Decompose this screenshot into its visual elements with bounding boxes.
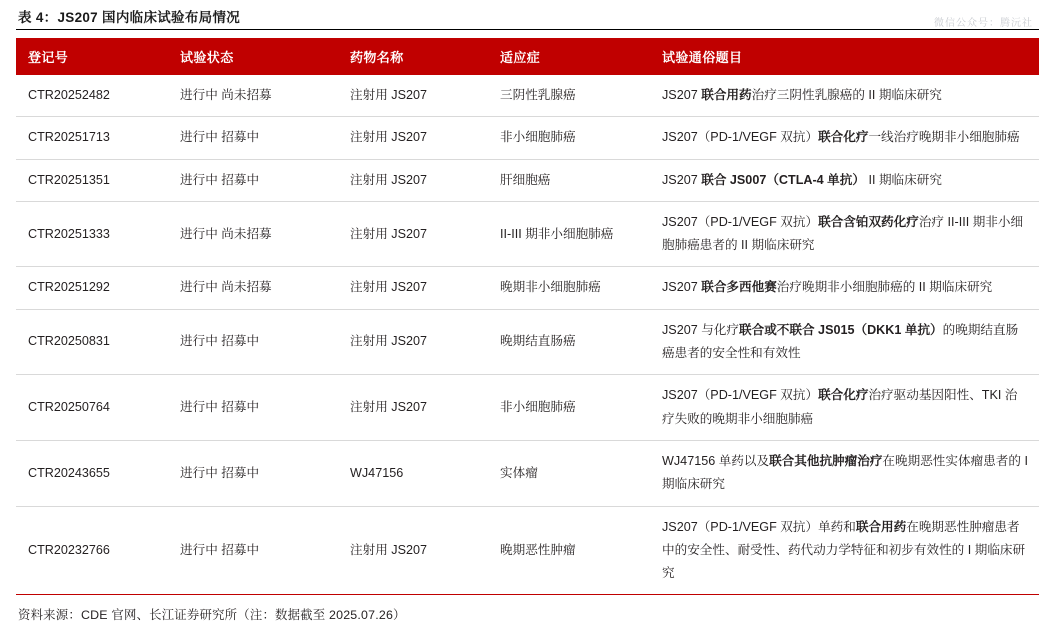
cell-topic: JS207（PD-1/VEGF 双抗）单药和联合用药在晚期恶性肿瘤患者中的安全性、耐受性、药代动力学特征和初步有效性的 I 期临床研究 (650, 506, 1039, 595)
table-caption-text: 表 4：JS207 国内临床试验布局情况 (18, 10, 241, 25)
cell-status: 进行中 招募中 (168, 159, 338, 201)
table-row (16, 201, 1039, 267)
cell-drug: WJ47156 (338, 440, 488, 506)
cell-drug: 注射用 JS207 (338, 117, 488, 159)
cell-drug: 注射用 JS207 (338, 309, 488, 375)
cell-status: 进行中 招募中 (168, 506, 338, 595)
table-row (16, 267, 1039, 309)
cell-indication: II-III 期非小细胞肺癌 (488, 201, 650, 267)
cell-registration: CTR20252482 (16, 75, 168, 117)
watermark-text: 微信公众号：腾沅社 (934, 18, 1033, 29)
cell-indication: 晚期非小细胞肺癌 (488, 267, 650, 309)
table-row (16, 440, 1039, 506)
cell-registration: CTR20232766 (16, 506, 168, 595)
cell-topic: JS207（PD-1/VEGF 双抗）联合化疗治疗驱动基因阳性、TKI 治疗失败的晚期非小细胞肺癌 (650, 375, 1039, 441)
cell-topic: JS207（PD-1/VEGF 双抗）联合化疗一线治疗晚期非小细胞肺癌 (650, 117, 1039, 159)
cell-registration: CTR20251713 (16, 117, 168, 159)
table-header (16, 38, 1039, 75)
cell-indication: 晚期结直肠癌 (488, 309, 650, 375)
cell-registration: CTR20251351 (16, 159, 168, 201)
cell-topic: JS207（PD-1/VEGF 双抗）联合含铂双药化疗治疗 II-III 期非小细胞肺癌患者的 II 期临床研究 (650, 201, 1039, 267)
cell-indication: 三阴性乳腺癌 (488, 75, 650, 117)
cell-drug: 注射用 JS207 (338, 159, 488, 201)
cell-registration: CTR20251292 (16, 267, 168, 309)
cell-status: 进行中 尚未招募 (168, 201, 338, 267)
cell-topic: WJ47156 单药以及联合其他抗肿瘤治疗在晚期恶性实体瘤患者的 I 期临床研究 (650, 440, 1039, 506)
table-header-row (16, 38, 1039, 75)
cell-drug: 注射用 JS207 (338, 75, 488, 117)
cell-status: 进行中 招募中 (168, 309, 338, 375)
cell-topic: JS207 联合多西他赛治疗晚期非小细胞肺癌的 II 期临床研究 (650, 267, 1039, 309)
clinical-trials-table (16, 38, 1039, 595)
cell-registration: CTR20243655 (16, 440, 168, 506)
cell-registration: CTR20250764 (16, 375, 168, 441)
table-row (16, 309, 1039, 375)
cell-topic: JS207 联合用药治疗三阴性乳腺癌的 II 期临床研究 (650, 75, 1039, 117)
cell-status: 进行中 招募中 (168, 117, 338, 159)
cell-drug: 注射用 JS207 (338, 506, 488, 595)
table-row (16, 117, 1039, 159)
cell-topic: JS207 联合 JS007（CTLA-4 单抗） II 期临床研究 (650, 159, 1039, 201)
column-header-topic: 试验通俗题目 (650, 38, 1039, 75)
cell-status: 进行中 招募中 (168, 375, 338, 441)
cell-indication: 肝细胞癌 (488, 159, 650, 201)
column-header-drug: 药物名称 (338, 38, 488, 75)
cell-status: 进行中 尚未招募 (168, 75, 338, 117)
cell-indication: 非小细胞肺癌 (488, 117, 650, 159)
cell-indication: 晚期恶性肿瘤 (488, 506, 650, 595)
cell-drug: 注射用 JS207 (338, 201, 488, 267)
table-row (16, 506, 1039, 595)
table-caption (16, 0, 1039, 30)
cell-registration: CTR20250831 (16, 309, 168, 375)
table-row (16, 75, 1039, 117)
column-header-status: 试验状态 (168, 38, 338, 75)
cell-drug: 注射用 JS207 (338, 267, 488, 309)
source-note: 资料来源：CDE 官网、长江证券研究所（注：数据截至 2025.07.26） (18, 608, 406, 623)
table-body (16, 75, 1039, 595)
cell-status: 进行中 招募中 (168, 440, 338, 506)
column-header-indication: 适应症 (488, 38, 650, 75)
cell-indication: 非小细胞肺癌 (488, 375, 650, 441)
table-row (16, 375, 1039, 441)
cell-drug: 注射用 JS207 (338, 375, 488, 441)
cell-indication: 实体瘤 (488, 440, 650, 506)
cell-topic: JS207 与化疗联合或不联合 JS015（DKK1 单抗）的晚期结直肠癌患者的安全性和有效性 (650, 309, 1039, 375)
cell-status: 进行中 尚未招募 (168, 267, 338, 309)
cell-registration: CTR20251333 (16, 201, 168, 267)
column-header-registration: 登记号 (16, 38, 168, 75)
table-row (16, 159, 1039, 201)
